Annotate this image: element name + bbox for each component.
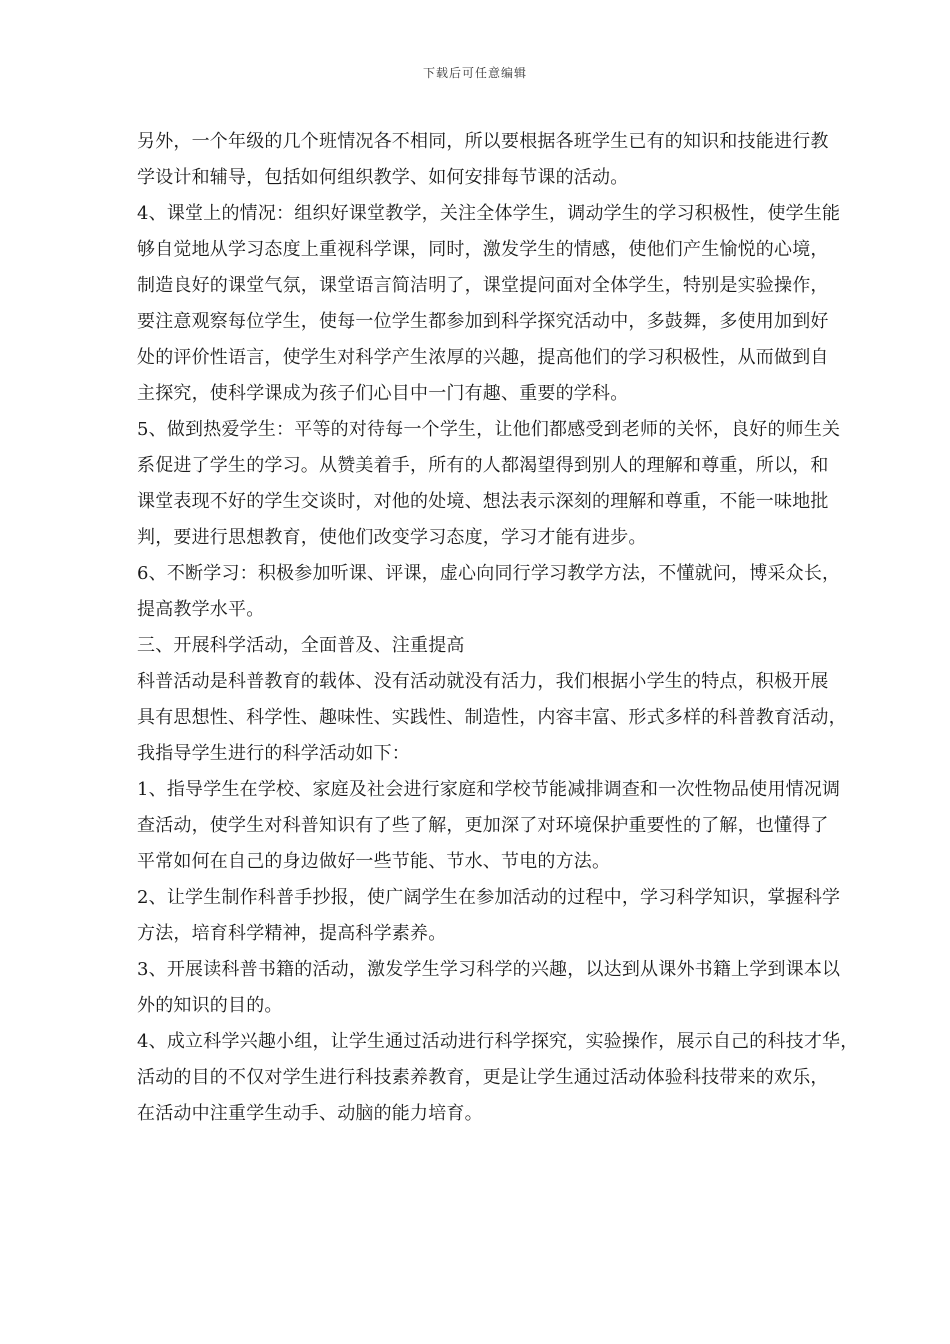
text-line: 具有思想性、科学性、趣味性、实践性、制造性，内容丰富、形式多样的科普教育活动，	[137, 707, 847, 728]
text-line: 平常如何在自己的身边做好一些节能、节水、节电的方法。	[137, 851, 611, 872]
text-line: 判，要进行思想教育，使他们改变学习态度，学习才能有进步。	[137, 527, 647, 548]
text-line: 科普活动是科普教育的载体、没有活动就没有活力，我们根据小学生的特点，积极开展	[137, 671, 829, 692]
text-line: 课堂表现不好的学生交谈时，对他的处境、想法表示深刻的理解和尊重，不能一味地批	[137, 491, 829, 512]
text-line: 主探究，使科学课成为孩子们心目中一门有趣、重要的学科。	[137, 383, 629, 404]
text-line: 提高教学水平。	[137, 599, 265, 620]
page-header: 下载后可任意编辑	[422, 66, 527, 80]
text-line: 3、开展读科普书籍的活动，激发学生学习科学的兴趣，以达到从课外书籍上学到课本以	[137, 959, 841, 980]
text-line: 方法，培育科学精神，提高科学素养。	[137, 923, 447, 944]
text-line: 在活动中注重学生动手、动脑的能力培育。	[137, 1103, 483, 1124]
text-line: 5、做到热爱学生：平等的对待每一个学生，让他们都感受到老师的关怀，良好的师生关	[137, 419, 841, 440]
text-line: 4、成立科学兴趣小组，让学生通过活动进行科学探究，实验操作，展示自己的科技才华，	[137, 1031, 859, 1052]
text-line: 查活动，使学生对科普知识有了些了解，更加深了对环境保护重要性的了解，也懂得了	[137, 815, 829, 836]
text-line: 2、让学生制作科普手抄报，使广阔学生在参加活动的过程中，学习科学知识，掌握科学	[137, 887, 841, 908]
text-line: 制造良好的课堂气氛，课堂语言简洁明了，课堂提问面对全体学生，特别是实验操作，	[137, 275, 829, 296]
text-line: 外的知识的目的。	[137, 995, 283, 1016]
text-line: 6、不断学习：积极参加听课、评课，虚心向同行学习教学方法，不懂就问，博采众长，	[137, 563, 841, 584]
text-line: 够自觉地从学习态度上重视科学课，同时，激发学生的情感，使他们产生愉悦的心境，	[137, 239, 829, 260]
text-line: 4、课堂上的情况：组织好课堂教学，关注全体学生，调动学生的学习积极性，使学生能	[137, 203, 841, 224]
text-line: 1、指导学生在学校、家庭及社会进行家庭和学校节能减排调查和一次性物品使用情况调	[137, 779, 841, 800]
text-line: 系促进了学生的学习。从赞美着手，所有的人都渴望得到别人的理解和尊重，所以，和	[137, 455, 829, 476]
text-line: 活动的目的不仅对学生进行科技素养教育，更是让学生通过活动体验科技带来的欢乐，	[137, 1067, 829, 1088]
section-heading: 三、开展科学活动，全面普及、注重提高	[137, 635, 465, 656]
text-line: 我指导学生进行的科学活动如下：	[137, 743, 410, 764]
text-line: 另外，一个年级的几个班情况各不相同，所以要根据各班学生已有的知识和技能进行教	[137, 131, 829, 152]
document-body	[137, 124, 897, 1132]
text-line: 处的评价性语言，使学生对科学产生浓厚的兴趣，提高他们的学习积极性，从而做到自	[137, 347, 829, 368]
text-line: 学设计和辅导，包括如何组织教学、如何安排每节课的活动。	[137, 167, 629, 188]
text-line: 要注意观察每位学生，使每一位学生都参加到科学探究活动中，多鼓舞，多使用加到好	[137, 311, 829, 332]
